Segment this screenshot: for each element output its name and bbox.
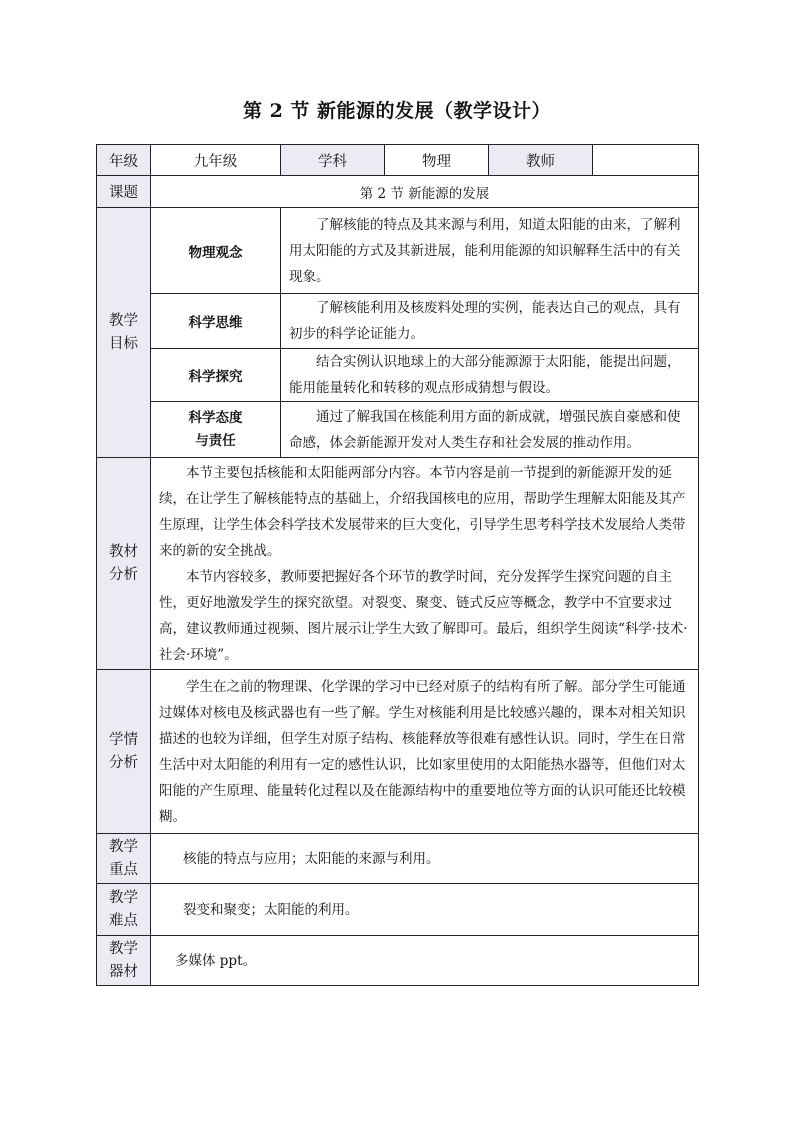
objective-name: 科学探究	[151, 349, 281, 402]
header-row	[97, 145, 699, 176]
textbook-paragraph: 本节内容较多，教师要把握好各个环节的教学时间，充分发挥学生探究问题的自主性，更好地激发学生的探究欲望。对裂变、聚变、链式反应等概念，教学中不宜要求过高，建议教师通过视频、图片展示让学生大致了解即可。最后，组织学生阅读“科学·技术·社会·环境”。	[159, 568, 688, 663]
key-points-label-line1: 教学	[109, 838, 138, 855]
objective-text: 结合实例认识地球上的大部分能源源于太阳能，能提出问题，能用能量转化和转移的观点形成猜想与假设。	[289, 354, 681, 396]
topic-label: 课题	[97, 176, 151, 208]
objective-name-line2: 与责任	[195, 432, 236, 449]
key-points-row	[97, 834, 699, 884]
difficulties-label-line1: 教学	[109, 889, 138, 906]
objective-name: 物理观念	[151, 208, 281, 294]
page-title: 第 2 节 新能源的发展（教学设计）	[242, 100, 552, 122]
students-paragraph: 学生在之前的物理课、化学课的学习中已经对原子的结构有所了解。部分学生可能通过媒体对核电及核武器也有一些了解。学生对核能利用是比较感兴趣的，课本对相关知识描述的也较为详细，但学生对原子结构、核能释放等很难有感性认识。同时，学生在日常生活中对太阳能的利用有一定的感性认识，比如家里使用的太阳能热水器等，但他们对太阳能的产生原理、能量转化过程以及在能源结构中的重要地位等方面的认识可能还比较模糊。	[159, 678, 686, 825]
topic-value: 第 2 节 新能源的发展	[151, 176, 699, 208]
key-points-text: 核能的特点与应用；太阳能的来源与利用。	[183, 850, 440, 867]
subject-value: 物理	[385, 145, 489, 176]
objectives-label-line1: 教学	[109, 312, 138, 329]
grade-label: 年级	[97, 145, 151, 176]
objective-text: 了解核能利用及核废料处理的实例，能表达自己的观点，具有初步的科学论证能力。	[289, 300, 681, 342]
difficulties-label	[97, 884, 151, 936]
equipment-label	[97, 936, 151, 986]
difficulties-label-line2: 难点	[109, 912, 138, 929]
students-label-line1: 学情	[109, 731, 138, 748]
difficulties-row	[97, 884, 699, 936]
objectives-label	[97, 208, 151, 458]
topic-row	[97, 176, 699, 208]
key-points-label	[97, 834, 151, 884]
objective-name: 科学思维	[151, 294, 281, 349]
students-label	[97, 670, 151, 834]
objective-name-line1: 科学态度	[188, 409, 243, 426]
key-points-label-line2: 重点	[109, 861, 138, 878]
objective-row	[97, 402, 699, 458]
equipment-row	[97, 936, 699, 986]
objective-row	[97, 208, 699, 294]
objective-row	[97, 349, 699, 402]
objective-text: 了解核能的特点及其来源与利用，知道太阳能的由来，了解利用太阳能的方式及其新进展，能利用能源的知识解释生活中的有关现象。	[289, 216, 681, 285]
textbook-row	[97, 458, 699, 670]
equipment-text: 多媒体 ppt。	[175, 952, 256, 969]
textbook-paragraph: 本节主要包括核能和太阳能两部分内容。本节内容是前一节提到的新能源开发的延续，在让学生了解核能特点的基础上，介绍我国核电的应用，帮助学生理解太阳能及其产生原理，让学生体会科学技术发展带来的巨大变化，引导学生思考科学技术发展给人类带来的新的安全挑战。	[159, 464, 686, 559]
textbook-label-line1: 教材	[109, 543, 138, 560]
objective-name	[151, 402, 281, 458]
textbook-label-line2: 分析	[109, 566, 138, 583]
teacher-label: 教师	[489, 145, 593, 176]
objective-row	[97, 294, 699, 349]
students-label-line2: 分析	[109, 754, 138, 771]
students-row	[97, 670, 699, 834]
subject-label: 学科	[281, 145, 385, 176]
equipment-label-line1: 教学	[109, 940, 138, 957]
textbook-label	[97, 458, 151, 670]
objectives-label-line2: 目标	[109, 335, 138, 352]
lesson-plan-table	[96, 144, 699, 986]
equipment-label-line2: 器材	[109, 963, 138, 980]
grade-value: 九年级	[151, 145, 281, 176]
objective-text: 通过了解我国在核能利用方面的新成就，增强民族自豪感和使命感，体会新能源开发对人类生存和社会发展的推动作用。	[289, 408, 681, 451]
teacher-value	[593, 145, 699, 176]
difficulties-text: 裂变和聚变；太阳能的利用。	[183, 901, 359, 918]
